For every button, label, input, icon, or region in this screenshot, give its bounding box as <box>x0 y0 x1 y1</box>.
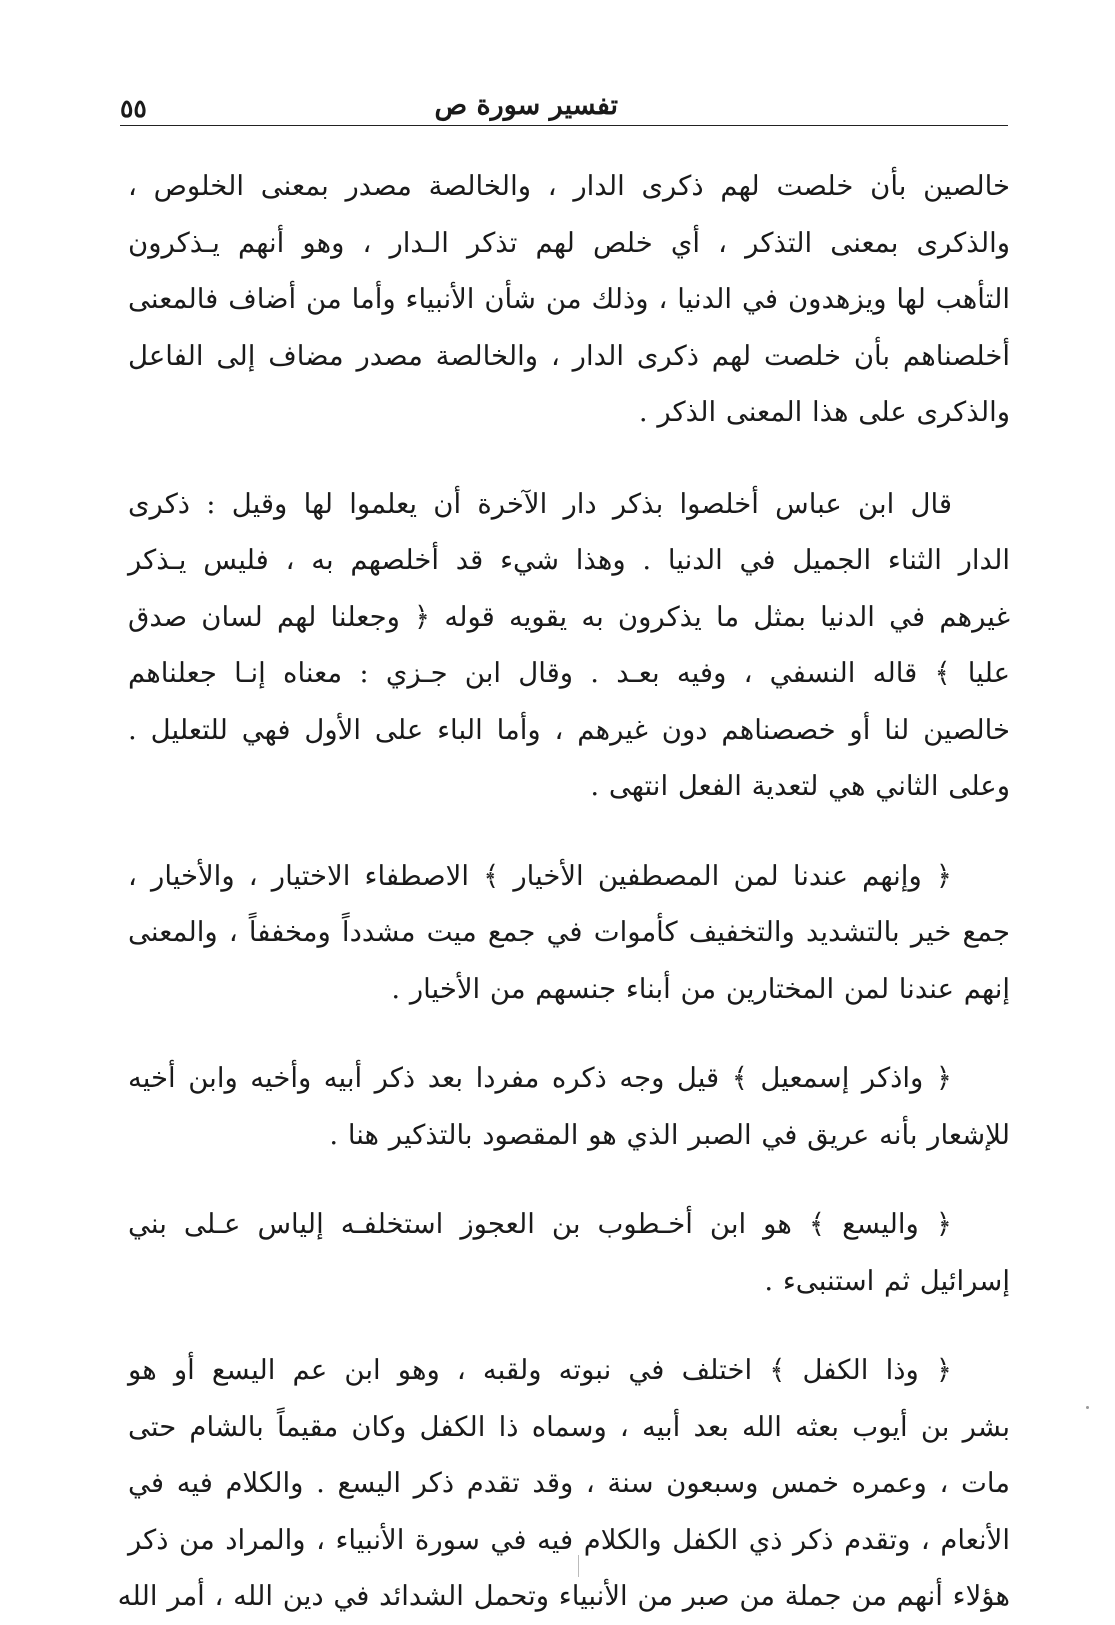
text-line: ﴿ وذا الكفل ﴾ اختلف في نبوته ولقبه ، وهو ابن عم اليسع أو هو <box>128 1354 952 1386</box>
page-number: ٥٥ <box>120 94 147 123</box>
text-line: للإشعار بأنه عريق في الصبر الذي هو المقصود بالتذكير هنا . <box>329 1118 1010 1151</box>
text-line: خالصين بأن خلصت لهم ذكرى الدار ، والخالصة مصدر بمعنى الخلوص ، <box>128 170 1010 202</box>
text-line: قال ابن عباس أخلصوا بذكر دار الآخرة أن يعلموا لها وقيل : ذكرى <box>128 487 952 520</box>
text-line: التأهب لها ويزهدون في الدنيا ، وذلك من شأن الأنبياء وأما من أضاف فالمعنى <box>128 283 1010 315</box>
text-line: عليا ﴾ قاله النسفي ، وفيه بعـد . وقال ابن جـزي : معناه إنـا جعلناهم <box>128 657 1010 689</box>
text-line: إنهم عندنا لمن المختارين من أبناء جنسهم من الأخيار . <box>391 972 1010 1005</box>
running-head-title: تفسير سورة ص <box>434 90 618 121</box>
text-line: غيرهم في الدنيا بمثل ما يذكرون به يقويه قوله ﴿ وجعلنا لهم لسان صدق <box>128 600 1010 633</box>
text-line: ﴿ واذكر إسمعيل ﴾ قيل وجه ذكره مفردا بعد ذكر أبيه وأخيه وابن أخيه <box>128 1062 952 1094</box>
paragraph <box>128 158 1010 441</box>
gutter-mark <box>578 1555 579 1577</box>
paragraph <box>128 848 1010 1018</box>
text-line: وعلى الثاني هي لتعدية الفعل انتهى . <box>590 770 1010 802</box>
text-line: ﴿ واليسع ﴾ هو ابن أخـطوب بن العجوز استخلفـه إلياس عـلى بني <box>128 1208 952 1240</box>
text-line: والذكرى بمعنى التذكر ، أي خلص لهم تذكر الـدار ، وهو أنهم يـذكرون <box>128 226 1010 259</box>
text-line: ﴿ وإنهم عندنا لمن المصطفين الأخيار ﴾ الاصطفاء الاختيار ، والأخيار ، <box>128 859 952 892</box>
running-header <box>120 84 1008 126</box>
text-line: الدار الثناء الجميل في الدنيا . وهذا شيء قد أخلصهم به ، فليس يـذكر <box>128 544 1010 576</box>
paragraph <box>128 1196 1010 1309</box>
text-line: جمع خير بالتشديد والتخفيف كأموات في جمع ميت مشدداً ومخففاً ، والمعنى <box>128 916 1010 948</box>
paragraph <box>128 476 1010 815</box>
text-line: بشر بن أيوب بعثه الله بعد أبيه ، وسماه ذا الكفل وكان مقيماً بالشام حتى <box>128 1410 1010 1443</box>
text-line: أخلصناهم بأن خلصت لهم ذكرى الدار ، والخالصة مصدر مضاف إلى الفاعل <box>128 339 1010 372</box>
header-rule <box>120 125 1008 126</box>
text-line: هؤلاء أنهم من جملة من صبر من الأنبياء وتحمل الشدائد في دين الله ، أمر الله <box>117 1580 1010 1612</box>
text-line: خالصين لنا أو خصصناهم دون غيرهم ، وأما الباء على الأول فهي للتعليل . <box>128 713 1010 746</box>
paragraph <box>117 1342 1010 1625</box>
text-line: والذكرى على هذا المعنى الذكر . <box>638 396 1010 428</box>
text-line: مات ، وعمره خمس وسبعون سنة ، وقد تقدم ذكر اليسع . والكلام فيه في <box>128 1467 1010 1499</box>
body-text <box>117 158 1010 1625</box>
margin-speck <box>1086 1406 1089 1409</box>
paragraph <box>128 1050 1010 1163</box>
text-line: الأنعام ، وتقدم ذكر ذي الكفل والكلام فيه في سورة الأنبياء ، والمراد من ذكر <box>128 1523 1010 1556</box>
text-line: إسرائيل ثم استنبىء . <box>764 1264 1010 1297</box>
